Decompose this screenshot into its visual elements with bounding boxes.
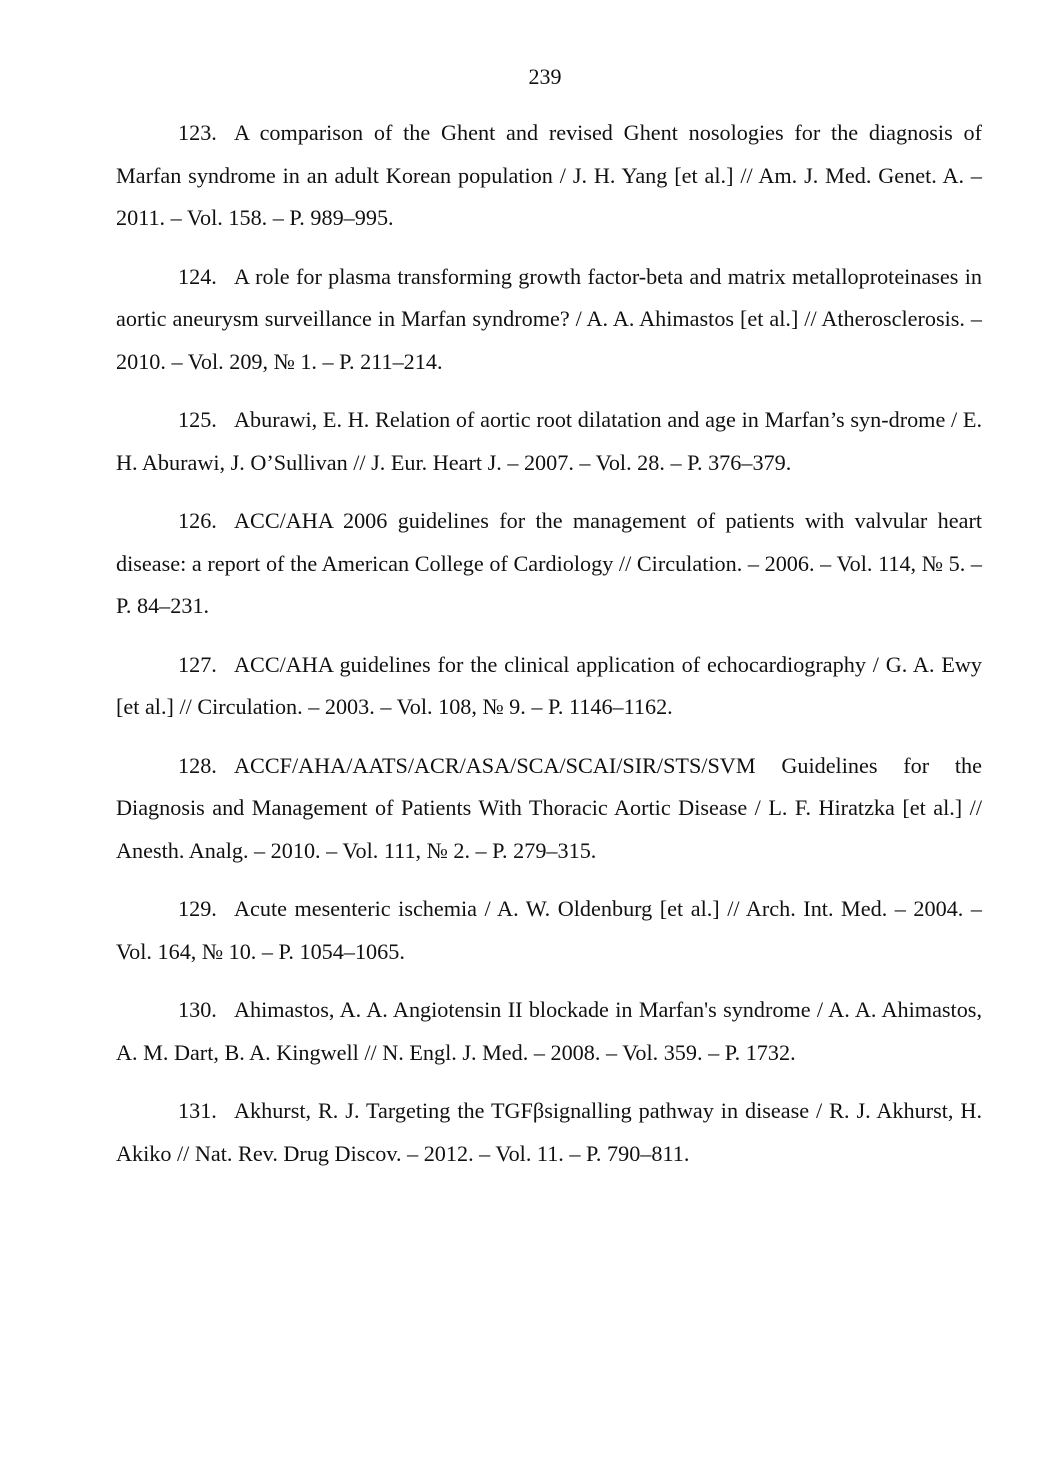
reference-number: 124. — [178, 263, 217, 289]
reference-item — [116, 1090, 982, 1175]
reference-item — [116, 644, 982, 729]
reference-number: 130. — [178, 997, 217, 1022]
reference-text: Acute mesenteric ischemia / A. W. Oldenburg [et al.] // Arch. Int. Med. – 2004. – Vol. 164, № 10. – P. 1054–1065. — [116, 896, 982, 964]
reference-text: ACCF/AHA/AATS/ACR/ASA/SCA/SCAI/SIR/STS/SVM Guidelines for the Diagnosis and Management of Patients With Thoracic Aortic Disease / L. F. Hiratzka [et al.] // Anesth. Analg. – 2010. – Vol. 111, № 2. – P. 279–315. — [116, 752, 982, 863]
reference-text: Akhurst, R. J. Targeting the TGFβsignalling pathway in disease / R. J. Akhurst, H. Akiko // Nat. Rev. Drug Discov. – 2012. – Vol. 11. – P. 790–811. — [116, 1098, 982, 1166]
reference-text: ACC/AHA 2006 guidelines for the management of patients with valvular heart disease: a report of the American College of Cardiology // Circulation. – 2006. – Vol. 114, № 5. – P. 84–231. — [116, 508, 982, 618]
reference-number: 125. — [178, 407, 217, 432]
page-number: 239 — [528, 64, 562, 89]
reference-text: Aburawi, E. H. Relation of aortic root dilatation and age in Marfan’s syn-drome / E. H. Aburawi, J. O’Sullivan // J. Eur. Heart J. – 2007. – Vol. 28. – P. 376–379. — [116, 407, 982, 475]
reference-number: 128. — [178, 752, 217, 778]
reference-item — [116, 745, 982, 873]
reference-number: 131. — [178, 1098, 217, 1123]
reference-number: 127. — [178, 651, 217, 677]
reference-item — [116, 500, 982, 628]
reference-item — [116, 399, 982, 484]
reference-number: 123. — [178, 120, 217, 145]
reference-item — [116, 888, 982, 973]
reference-text: A role for plasma transforming growth factor-beta and matrix metalloproteinases in aortic aneurysm surveillance in Marfan syndrome? / A. A. Ahimastos [et al.] // Atherosclerosis. – 2010. – Vol. 209, № 1. – P. 211–214. — [116, 263, 982, 374]
reference-text: A comparison of the Ghent and revised Ghent nosologies for the diagnosis of Marfan syndrome in an adult Korean population / J. H. Yang [et al.] // Am. J. Med. Genet. A. – 2011. – Vol. 158. – P. 989–995. — [116, 120, 982, 230]
reference-text: Ahimastos, A. A. Angiotensin II blockade in Marfan's syndrome / A. A. Ahimastos, A. M. Dart, B. A. Kingwell // N. Engl. J. Med. – 2008. – Vol. 359. – P. 1732. — [116, 997, 982, 1065]
reference-item — [116, 112, 982, 240]
reference-text: ACC/AHA guidelines for the clinical application of echocardiography / G. A. Ewy [et al.] // Circulation. – 2003. – Vol. 108, № 9. – P. 1146–1162. — [116, 651, 982, 719]
reference-item — [116, 989, 982, 1074]
reference-list — [116, 112, 982, 1191]
reference-number: 129. — [178, 896, 217, 921]
reference-item — [116, 256, 982, 384]
reference-number: 126. — [178, 508, 217, 533]
